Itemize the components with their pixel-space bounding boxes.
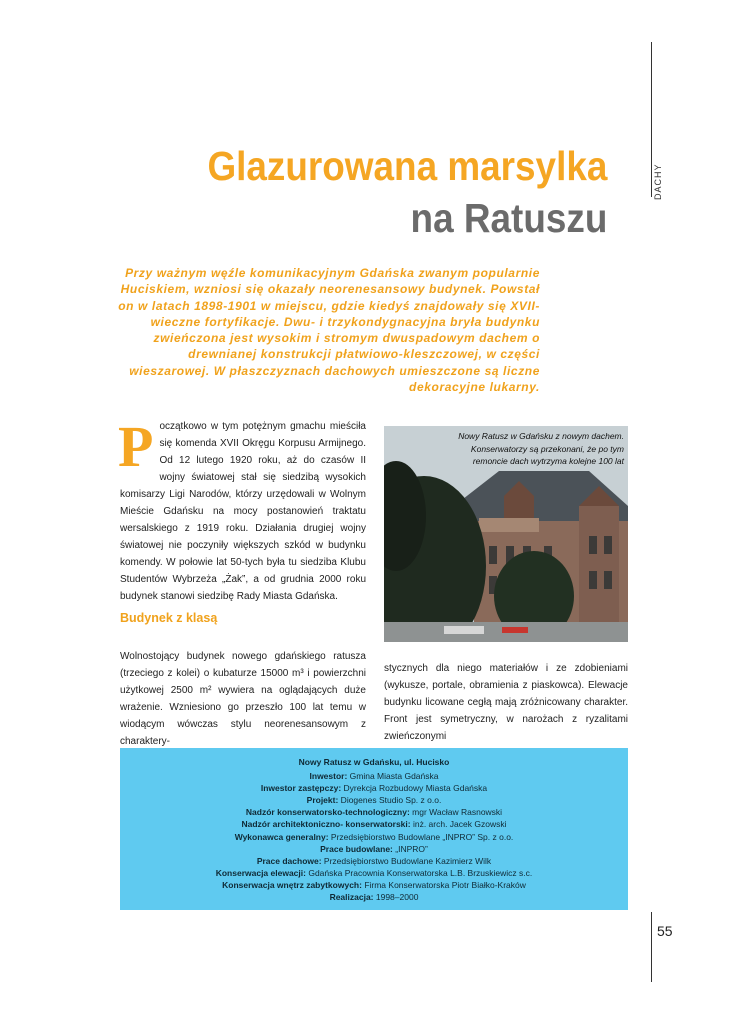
info-rows — [120, 756, 628, 903]
info-value: „INPRO” — [392, 843, 428, 854]
lead-paragraph: Przy ważnym węźle komunikacyjnym Gdańska zwanym popularnie Huciskiem, wzniosi się okazały neorenesansowy budynek. Powstał on w latach 1898-1901 w miejscu, gdzie kiedyś znajdowały się XVII-wieczne fortyfikacje. Dwu- i trzykondygnacyjna bryła budynku zwieńczona jest wysokim i stromym dwuspadowym dachem o drewnianej konstrukcji płatwiowo-kleszczowej, w części wieszarowej. W płaszczyznach dachowych umieszczone są liczne dekoracyjne lukarny. — [118, 266, 540, 395]
info-row — [120, 831, 628, 843]
info-row — [120, 806, 628, 818]
info-label: Wykonawca generalny: — [234, 831, 329, 842]
town-hall-photo — [384, 426, 628, 642]
info-label: Projekt: — [306, 795, 339, 806]
info-row — [120, 891, 628, 903]
info-value: mgr Wacław Rasnowski — [409, 807, 503, 818]
info-label: Inwestor: — [309, 771, 348, 782]
title-line-1: Glazurowana marsylka — [207, 143, 607, 189]
article-title — [207, 140, 607, 244]
info-row — [120, 770, 628, 782]
page-number: 55 — [657, 923, 673, 939]
info-label: Prace budowlane: — [320, 843, 393, 854]
info-label: Konserwacja wnętrz zabytkowych: — [222, 879, 362, 890]
info-label: Nadzór architektoniczno- konserwatorski: — [241, 819, 411, 830]
info-value: inż. arch. Jacek Gzowski — [410, 819, 507, 830]
info-value: Przedsiębiorstwo Budowlane „INPRO” Sp. z o.o. — [328, 831, 514, 842]
title-line-2: na Ratuszu — [410, 195, 607, 241]
info-row — [120, 818, 628, 830]
info-label: Konserwacja elewacji: — [215, 867, 306, 878]
info-value: Firma Konserwatorska Piotr Białko-Kraków — [361, 879, 526, 890]
intro-text: oczątkowo w tym potężnym gmachu mieściła się komenda XVII Okręgu Korpusu Armijnego. Od 12 lutego 1920 roku, aż do czasów II wojny światowej stał się siedzibą wysokich komisarzy Ligi Narodów, którzy urzędowali w Wolnym Mieście Gdańsku na mocy postanowień traktatu wersalskiego z 1919 roku. Działania drugiej wojny światowej nie poczyniły większych szkód w budynku komendy. W połowie lat 50-tych była tu siedziba Klubu Studentów Wybrzeża „Żak”, a od grudnia 2000 roku budynek stanowi siedzibę Rady Miasta Gdańska. — [120, 421, 366, 602]
margin-rule-top — [651, 42, 652, 197]
project-info-box — [120, 748, 628, 910]
info-heading: Nowy Ratusz w Gdańsku, ul. Hucisko — [298, 757, 450, 767]
info-label: Realizacja: — [329, 892, 374, 903]
info-value: Gdańska Pracownia Konserwatorska L.B. Brzuskiewicz s.c. — [305, 867, 533, 878]
info-value: Gmina Miasta Gdańska — [347, 771, 439, 782]
info-row — [120, 867, 628, 879]
info-row — [120, 855, 628, 867]
section-tag: DACHY — [653, 163, 663, 200]
info-label: Prace dachowe: — [256, 855, 322, 866]
info-label: Nadzór konserwatorsko-technologiczny: — [245, 807, 410, 818]
body-column-1: Wolnostojący budynek nowego gdańskiego ratusza (trzeciego z kolei) o kubaturze 15000 m³ i powierzchni użytkowej 2500 m² wywiera na oglądających duże wrażenie. Wzniesiono go przeszło 100 lat temu w wiodącym wówczas stylu neorenesansowym z charaktery- — [120, 651, 366, 747]
info-row — [120, 782, 628, 794]
info-row — [120, 879, 628, 891]
info-value: 1998–2000 — [373, 892, 419, 903]
subheading: Budynek z klasą — [120, 611, 218, 625]
info-label: Inwestor zastępczy: — [260, 783, 342, 794]
info-value: Diogenes Studio Sp. z o.o. — [338, 795, 442, 806]
info-row — [120, 843, 628, 855]
info-value: Przedsiębiorstwo Budowlane Kazimierz Wilk — [321, 855, 492, 866]
info-value: Dyrekcja Rozbudowy Miasta Gdańska — [341, 783, 488, 794]
drop-cap: P — [118, 414, 154, 479]
photo-caption: Nowy Ratusz w Gdańsku z nowym dachem. Konserwatorzy są przekonani, że po tym remoncie dach wytrzyma kolejne 100 lat — [458, 431, 624, 466]
intro-paragraph — [118, 414, 366, 605]
margin-rule-bottom — [651, 912, 652, 982]
body-column-2: stycznych dla niego materiałów i ze zdobieniami (wykusze, portale, obramienia z piaskowca). Elewacje budynku licowane cegłą mają zróżnicowany charakter. Front jest symetryczny, w narożach z ryzalitami zwieńczonymi — [384, 663, 628, 742]
info-row — [120, 794, 628, 806]
